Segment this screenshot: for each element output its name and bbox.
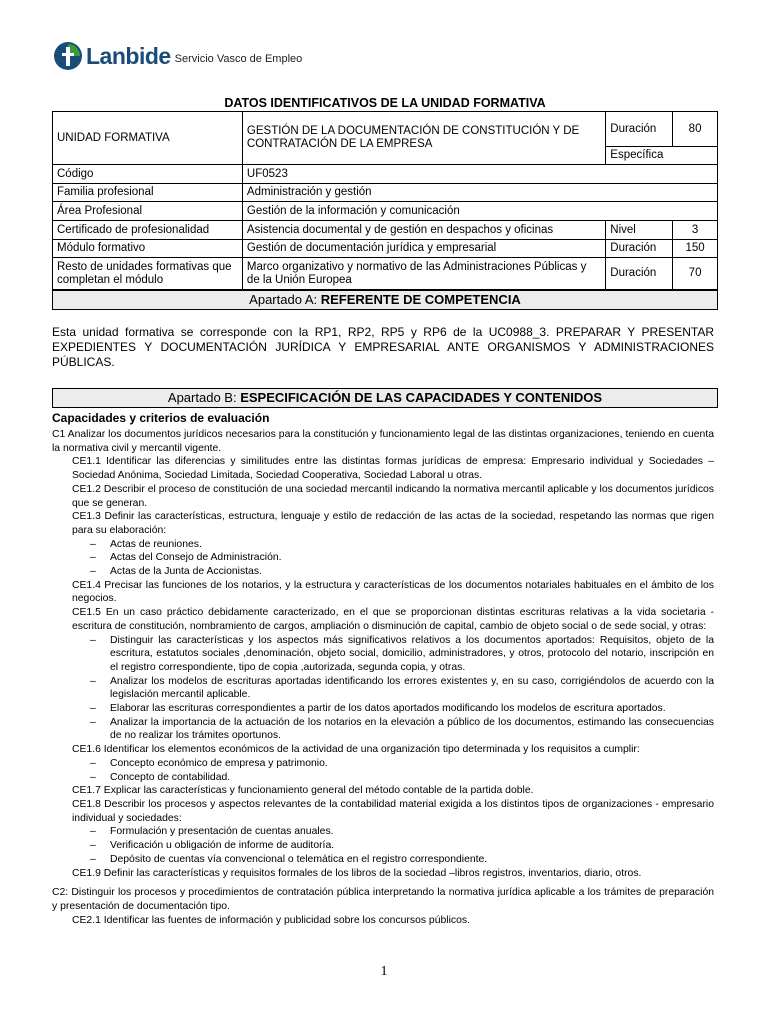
table-row: [53, 202, 718, 221]
document-title: DATOS IDENTIFICATIVOS DE LA UNIDAD FORMATIVA: [224, 96, 546, 110]
table-row: [53, 258, 718, 290]
header: [53, 40, 302, 72]
dash-bullet: –: [90, 538, 96, 550]
page-number: 1: [380, 964, 388, 979]
logo-subtitle: Servicio Vasco de Empleo: [174, 53, 303, 65]
table-row: [53, 165, 718, 184]
section-b-title: ESPECIFICACIÓN DE LAS CAPACIDADES Y CONTENIDOS: [240, 390, 603, 405]
table-value: Administración y gestión: [242, 184, 717, 202]
table-number: 150: [673, 240, 718, 258]
criterion-ce1-1: CE1.1 Identificar las diferencias y similitudes entre las distintas formas jurídicas de empresa: Empresario individual y Sociedades – Sociedad Anónima, Sociedad Limitada, Sociedad Cooperativa, Sociedad Laboral u otras.: [72, 456, 714, 482]
table-label: Módulo formativo: [53, 240, 243, 258]
table-key: Nivel: [606, 221, 673, 240]
section-b-prefix: Apartado B:: [167, 390, 237, 405]
criterion-ce2-1: CE2.1 Identificar las fuentes de información y publicidad sobre los concursos públicos.: [72, 914, 470, 926]
list-item: – Actas de la Junta de Accionistas.: [90, 566, 262, 578]
section-a-text: Esta unidad formativa se corresponde con la RP1, RP2, RP5 y RP6 de la UC0988_3. PREPARAR Y PRESENTAR EXPEDIENTES Y DOCUMENTACIÓN JURÍDICA Y EMPRESARIAL ANTE ORGANISMOS Y ADMINISTRACIONES PÚBLICAS.: [52, 325, 714, 369]
list-item: – Distinguir las características y los aspectos más significativos relativos a los documentos aportados: Requisitos, objeto de la escritura, estatutos sociales ,denominación, objeto social, domicilio, administradores, y otros, protocolo del notario, inscripción en el registro correspondiente, tipo de copia ,autorizada, segunda copia, y otras.: [90, 634, 714, 673]
dash-bullet: –: [90, 703, 96, 715]
table-key: Duración: [606, 112, 673, 147]
dash-bullet: –: [90, 771, 96, 783]
table-row: [53, 221, 718, 240]
criterion-ce1-5: CE1.5 En un caso práctico debidamente caracterizado, en el que se proporcionan distintas escrituras relativas a la vida societaria - escritura de constitución, nombramiento de cargos, ampliación o disminución de capital, cambio de objeto social o de sede social, y otras:: [72, 607, 714, 632]
table-row: [53, 240, 718, 258]
criterion-ce1-7: CE1.7 Explicar las características y funcionamiento general del método contable de la partida doble.: [72, 785, 534, 797]
table-label: Familia profesional: [53, 184, 243, 202]
capacity-c1: C1 Analizar los documentos jurídicos necesarios para la constitución y funcionamiento legal de las distintas organizaciones, teniendo en cuenta la normativa civil y mercantil vigente.: [52, 429, 714, 454]
criterion-ce1-6: CE1.6 Identificar los elementos económicos de la actividad de una organización tipo determinada y los requisitos a cumplir:: [72, 744, 640, 756]
dash-bullet: –: [90, 826, 96, 838]
dash-bullet: –: [90, 757, 96, 769]
table-row: [53, 184, 718, 202]
list-item: – Verificación u obligación de informe de auditoría.: [90, 840, 335, 852]
capacity-c2: C2: Distinguir los procesos y procedimientos de contratación pública interpretando la normativa jurídica aplicable a los trámites de preparación y presentación de documentación tipo.: [52, 887, 714, 912]
dash-bullet: –: [90, 552, 96, 564]
lanbide-logo-icon: [53, 41, 83, 71]
table-number: 80: [673, 112, 718, 147]
table-number: 70: [673, 258, 718, 290]
section-a-heading: [52, 290, 718, 310]
list-item: – Analizar los modelos de escrituras aportadas identificando los errores existentes y, en su caso, corrigiéndolos de acuerdo con la legislación mercantil aplicable.: [90, 675, 714, 701]
criterion-ce1-4: CE1.4 Precisar las funciones de los notarios, y la estructura y características de los documentos notariales habituales en el ámbito de los negocios.: [72, 579, 714, 605]
table-label: Área Profesional: [53, 202, 243, 221]
list-item: – Analizar la importancia de la actuación de los notarios en la elevación a público de los documentos, estimando las consecuencias de no realizar los trámites oportunos.: [90, 716, 714, 742]
identification-table: [52, 111, 718, 290]
dash-bullet: –: [90, 634, 96, 646]
criterion-ce1-3: CE1.3 Definir las características, estructura, lenguaje y estilo de redacción de las actas de la sociedad, respetando las normas que rigen para su elaboración:: [72, 511, 714, 536]
table-value: Gestión de documentación jurídica y empresarial: [242, 240, 605, 258]
dash-bullet: –: [90, 566, 96, 578]
list-item: – Concepto de contabilidad.: [90, 771, 231, 783]
section-a-prefix: Apartado A:: [249, 292, 318, 307]
dash-bullet: –: [90, 840, 96, 852]
table-value: Asistencia documental y de gestión en despachos y oficinas: [242, 221, 605, 240]
table-value: UF0523: [242, 165, 717, 184]
table-row: [53, 112, 718, 147]
table-key: Específica: [606, 147, 718, 165]
table-value: Marco organizativo y normativo de las Administraciones Públicas y de la Unión Europea: [242, 258, 605, 290]
section-a-title: REFERENTE DE COMPETENCIA: [320, 292, 521, 307]
capacidades-title: Capacidades y criterios de evaluación: [52, 411, 270, 425]
list-item: – Actas del Consejo de Administración.: [90, 552, 282, 564]
table-key: Duración: [606, 240, 673, 258]
criterion-ce1-9: CE1.9 Definir las características y requisitos formales de los libros de la sociedad –libros registros, inventarios, diario, otros.: [72, 867, 642, 879]
dash-bullet: –: [90, 853, 96, 865]
list-item: – Concepto económico de empresa y patrimonio.: [90, 757, 328, 769]
list-item: – Actas de reuniones.: [90, 538, 202, 550]
section-b-heading: [52, 388, 718, 408]
table-value: GESTIÓN DE LA DOCUMENTACIÓN DE CONSTITUCIÓN Y DE CONTRATACIÓN DE LA EMPRESA: [242, 112, 605, 165]
table-label: UNIDAD FORMATIVA: [53, 112, 243, 165]
list-item: – Depósito de cuentas vía convencional o telemática en el registro correspondiente.: [90, 853, 488, 865]
table-label: Código: [53, 165, 243, 184]
table-label: Resto de unidades formativas que completan el módulo: [53, 258, 243, 290]
list-item: – Formulación y presentación de cuentas anuales.: [90, 826, 334, 838]
list-item: – Elaborar las escrituras correspondientes a partir de los datos aportados modificando los modelos de escritura aportados.: [90, 703, 666, 715]
table-key: Duración: [606, 258, 673, 290]
dash-bullet: –: [90, 675, 96, 687]
table-label: Certificado de profesionalidad: [53, 221, 243, 240]
dash-bullet: –: [90, 716, 96, 728]
table-value: Gestión de la información y comunicación: [242, 202, 717, 221]
table-number: 3: [673, 221, 718, 240]
capacidades-content: [52, 428, 714, 927]
criterion-ce1-8: CE1.8 Describir los procesos y aspectos relevantes de la contabilidad material exigida a los distintos tipos de organizaciones - empresario individual y sociedades:: [72, 798, 714, 824]
criterion-ce1-2: CE1.2 Describir el proceso de constitución de una sociedad mercantil indicando la normativa mercantil aplicable y los documentos jurídicos que se generan.: [72, 483, 714, 509]
logo-text: Lanbide: [86, 42, 171, 69]
